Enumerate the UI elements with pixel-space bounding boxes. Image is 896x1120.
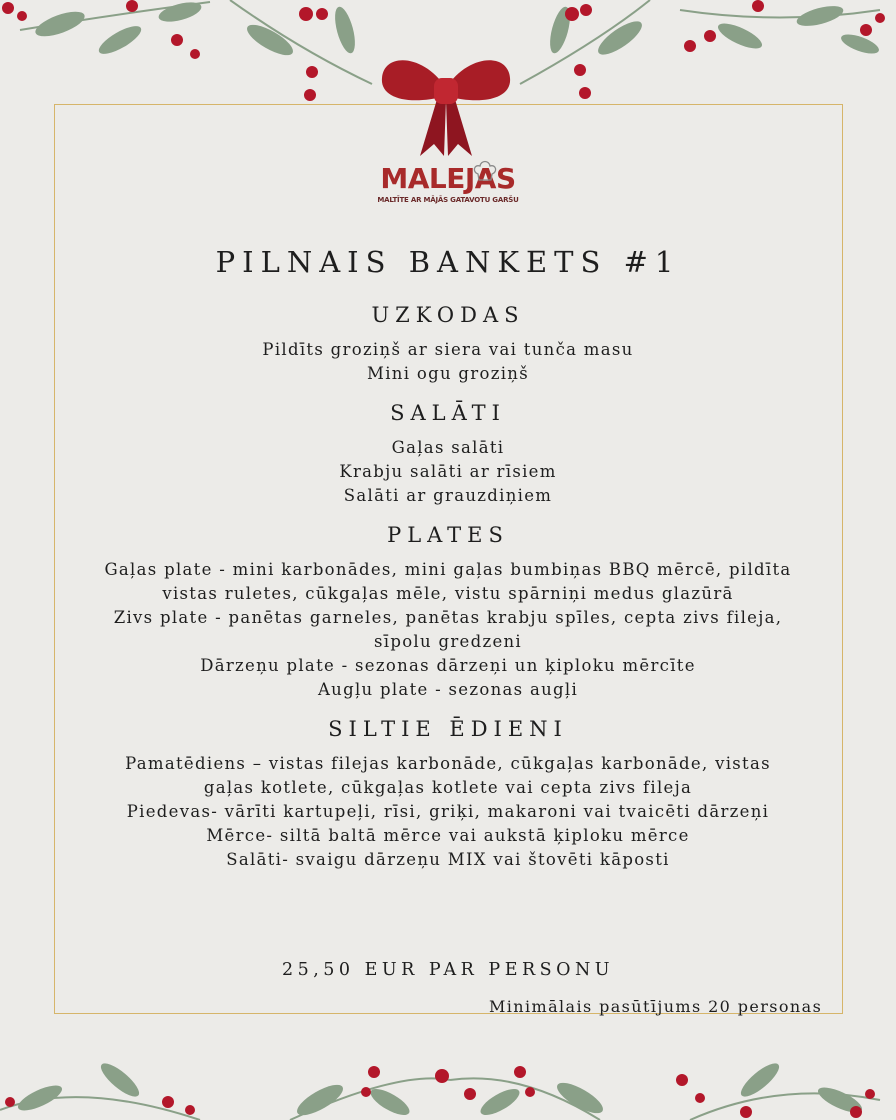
menu-item: sīpolu gredzeni [373, 632, 523, 651]
menu-item: vistas ruletes, cūkgaļas mēle, vistu spārniņi medus glazūrā [162, 584, 734, 603]
menu-content [70, 240, 826, 872]
minimum-order-note: Minimālais pasūtījums 20 personas [489, 997, 823, 1016]
menu-item: Augļu plate - sezonas augļi [317, 680, 579, 699]
holly-garland-bottom [0, 1040, 896, 1120]
menu-title: PILNAIS BANKETS #1 [215, 245, 681, 279]
menu-item: gaļas kotlete, cūkgaļas kotlete vai cepta zivs fileja [203, 778, 693, 797]
section-heading: SALĀTI [390, 401, 506, 425]
menu-item: Mini ogu groziņš [367, 364, 529, 383]
menu-item: Zivs plate - panētas garneles, panētas krabju spīles, cepta zivs fileja, [113, 608, 783, 627]
menu-item: Mērce- siltā baltā mērce vai aukstā ķiploku mērce [206, 826, 690, 845]
menu-item: Krabju salāti ar rīsiem [339, 462, 557, 481]
price-per-person: 25,50 EUR PAR PERSONU [281, 960, 615, 980]
section-siltie-edieni [70, 714, 826, 872]
red-bow-icon [378, 48, 514, 160]
menu-item: Salāti- svaigu dārzeņu MIX vai štovēti kāposti [226, 850, 670, 869]
menu-item: Dārzeņu plate - sezonas dārzeņi un ķiploku mērcīte [200, 656, 696, 675]
section-heading: PLATES [387, 523, 509, 547]
section-heading: SILTIE ĒDIENI [328, 717, 568, 741]
menu-item: Pildīts groziņš ar siera vai tunča masu [262, 340, 634, 359]
logo-wordmark: MALEJAS [380, 162, 516, 195]
chef-hat-icon [472, 160, 498, 182]
section-plates [70, 520, 826, 702]
menu-item: Piedevas- vārīti kartupeļi, rīsi, griķi, makaroni vai tvaicēti dārzeņi [126, 802, 770, 821]
menu-item: Gaļas salāti [391, 438, 505, 457]
section-salati [70, 398, 826, 508]
section-uzkodas [70, 300, 826, 386]
section-heading: UZKODAS [371, 303, 525, 327]
menu-item: Pamatēdiens – vistas filejas karbonāde, cūkgaļas karbonāde, vistas [125, 754, 771, 773]
restaurant-logo [368, 162, 528, 204]
logo-tagline: MALTĪTE AR MĀJĀS GATAVOTU GARŠU [377, 196, 519, 204]
menu-item: Gaļas plate - mini karbonādes, mini gaļas bumbiņas BBQ mērcē, pildīta [104, 560, 792, 579]
menu-item: Salāti ar grauzdiņiem [343, 486, 553, 505]
